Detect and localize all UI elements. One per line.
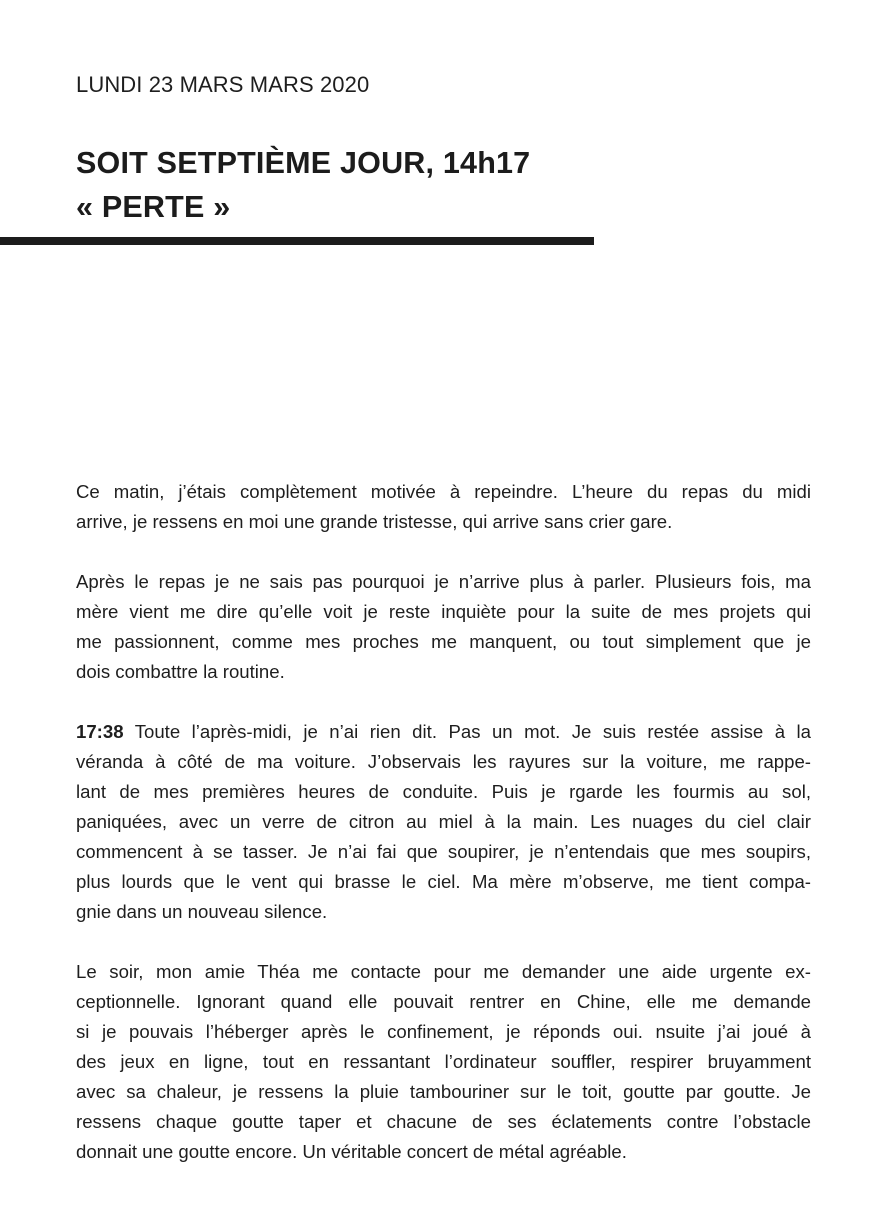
text-line: arrive, je ressens en moi une grande tristesse, qui arrive sans crier gare. <box>76 511 673 532</box>
text-line: commencent à se tasser. Je n’ai fai que soupirer, je n’entendais que mes soupirs, <box>76 841 811 862</box>
text-line: lant de mes premières heures de conduite. Puis je rgarde les fourmis au sol, <box>76 781 811 802</box>
entry-title-line: SOIT SETPTIÈME JOUR, 14h17 <box>76 146 531 180</box>
paragraph-afternoon <box>76 717 811 927</box>
title-divider <box>0 237 594 245</box>
entry-title <box>76 141 530 229</box>
text-line: Le soir, mon amie Théa me contacte pour me demander une aide urgente ex- <box>76 961 811 982</box>
paragraph-morning <box>76 477 811 537</box>
paragraph-evening <box>76 957 811 1167</box>
text-line <box>76 717 811 747</box>
text-line: donnait une goutte encore. Un véritable concert de métal agréable. <box>76 1141 627 1162</box>
paragraph-after-lunch <box>76 567 811 687</box>
entry-title-subtitle: « PERTE » <box>76 190 231 224</box>
text-line: me passionnent, comme mes proches me manquent, ou tout simplement que je <box>76 631 811 652</box>
timestamp: 17:38 <box>76 721 124 742</box>
text-line: gnie dans un nouveau silence. <box>76 901 328 922</box>
text-line: Après le repas je ne sais pas pourquoi je n’arrive plus à parler. Plusieurs fois, ma <box>76 571 811 592</box>
text-line: si je pouvais l’héberger après le confinement, je réponds oui. nsuite j’ai joué à <box>76 1021 811 1042</box>
text-line: mère vient me dire qu’elle voit je reste inquiète pour la suite de mes projets qui <box>76 601 811 622</box>
text-line: paniquées, avec un verre de citron au miel à la main. Les nuages du ciel clair <box>76 811 811 832</box>
text-line: dois combattre la routine. <box>76 661 285 682</box>
entry-date: LUNDI 23 MARS MARS 2020 <box>76 72 370 97</box>
text-fragment: Toute l’après-midi, je n’ai rien dit. Pas un mot. Je suis restée assise à la <box>123 721 811 742</box>
text-line: ceptionnelle. Ignorant quand elle pouvait rentrer en Chine, elle me demande <box>76 991 811 1012</box>
text-line: Ce matin, j’étais complètement motivée à repeindre. L’heure du repas du midi <box>76 481 811 502</box>
text-line: des jeux en ligne, tout en ressantant l’ordinateur souffler, respirer bruyamment <box>76 1051 811 1072</box>
text-line: ressens chaque goutte taper et chacune de ses éclatements contre l’obstacle <box>76 1111 811 1132</box>
text-line: véranda à côté de ma voiture. J’observais les rayures sur la voiture, me rappe- <box>76 751 811 772</box>
text-line: plus lourds que le vent qui brasse le ciel. Ma mère m’observe, me tient compa- <box>76 871 811 892</box>
entry-body <box>76 477 811 1197</box>
text-line: avec sa chaleur, je ressens la pluie tambouriner sur le toit, goutte par goutte. Je <box>76 1081 811 1102</box>
